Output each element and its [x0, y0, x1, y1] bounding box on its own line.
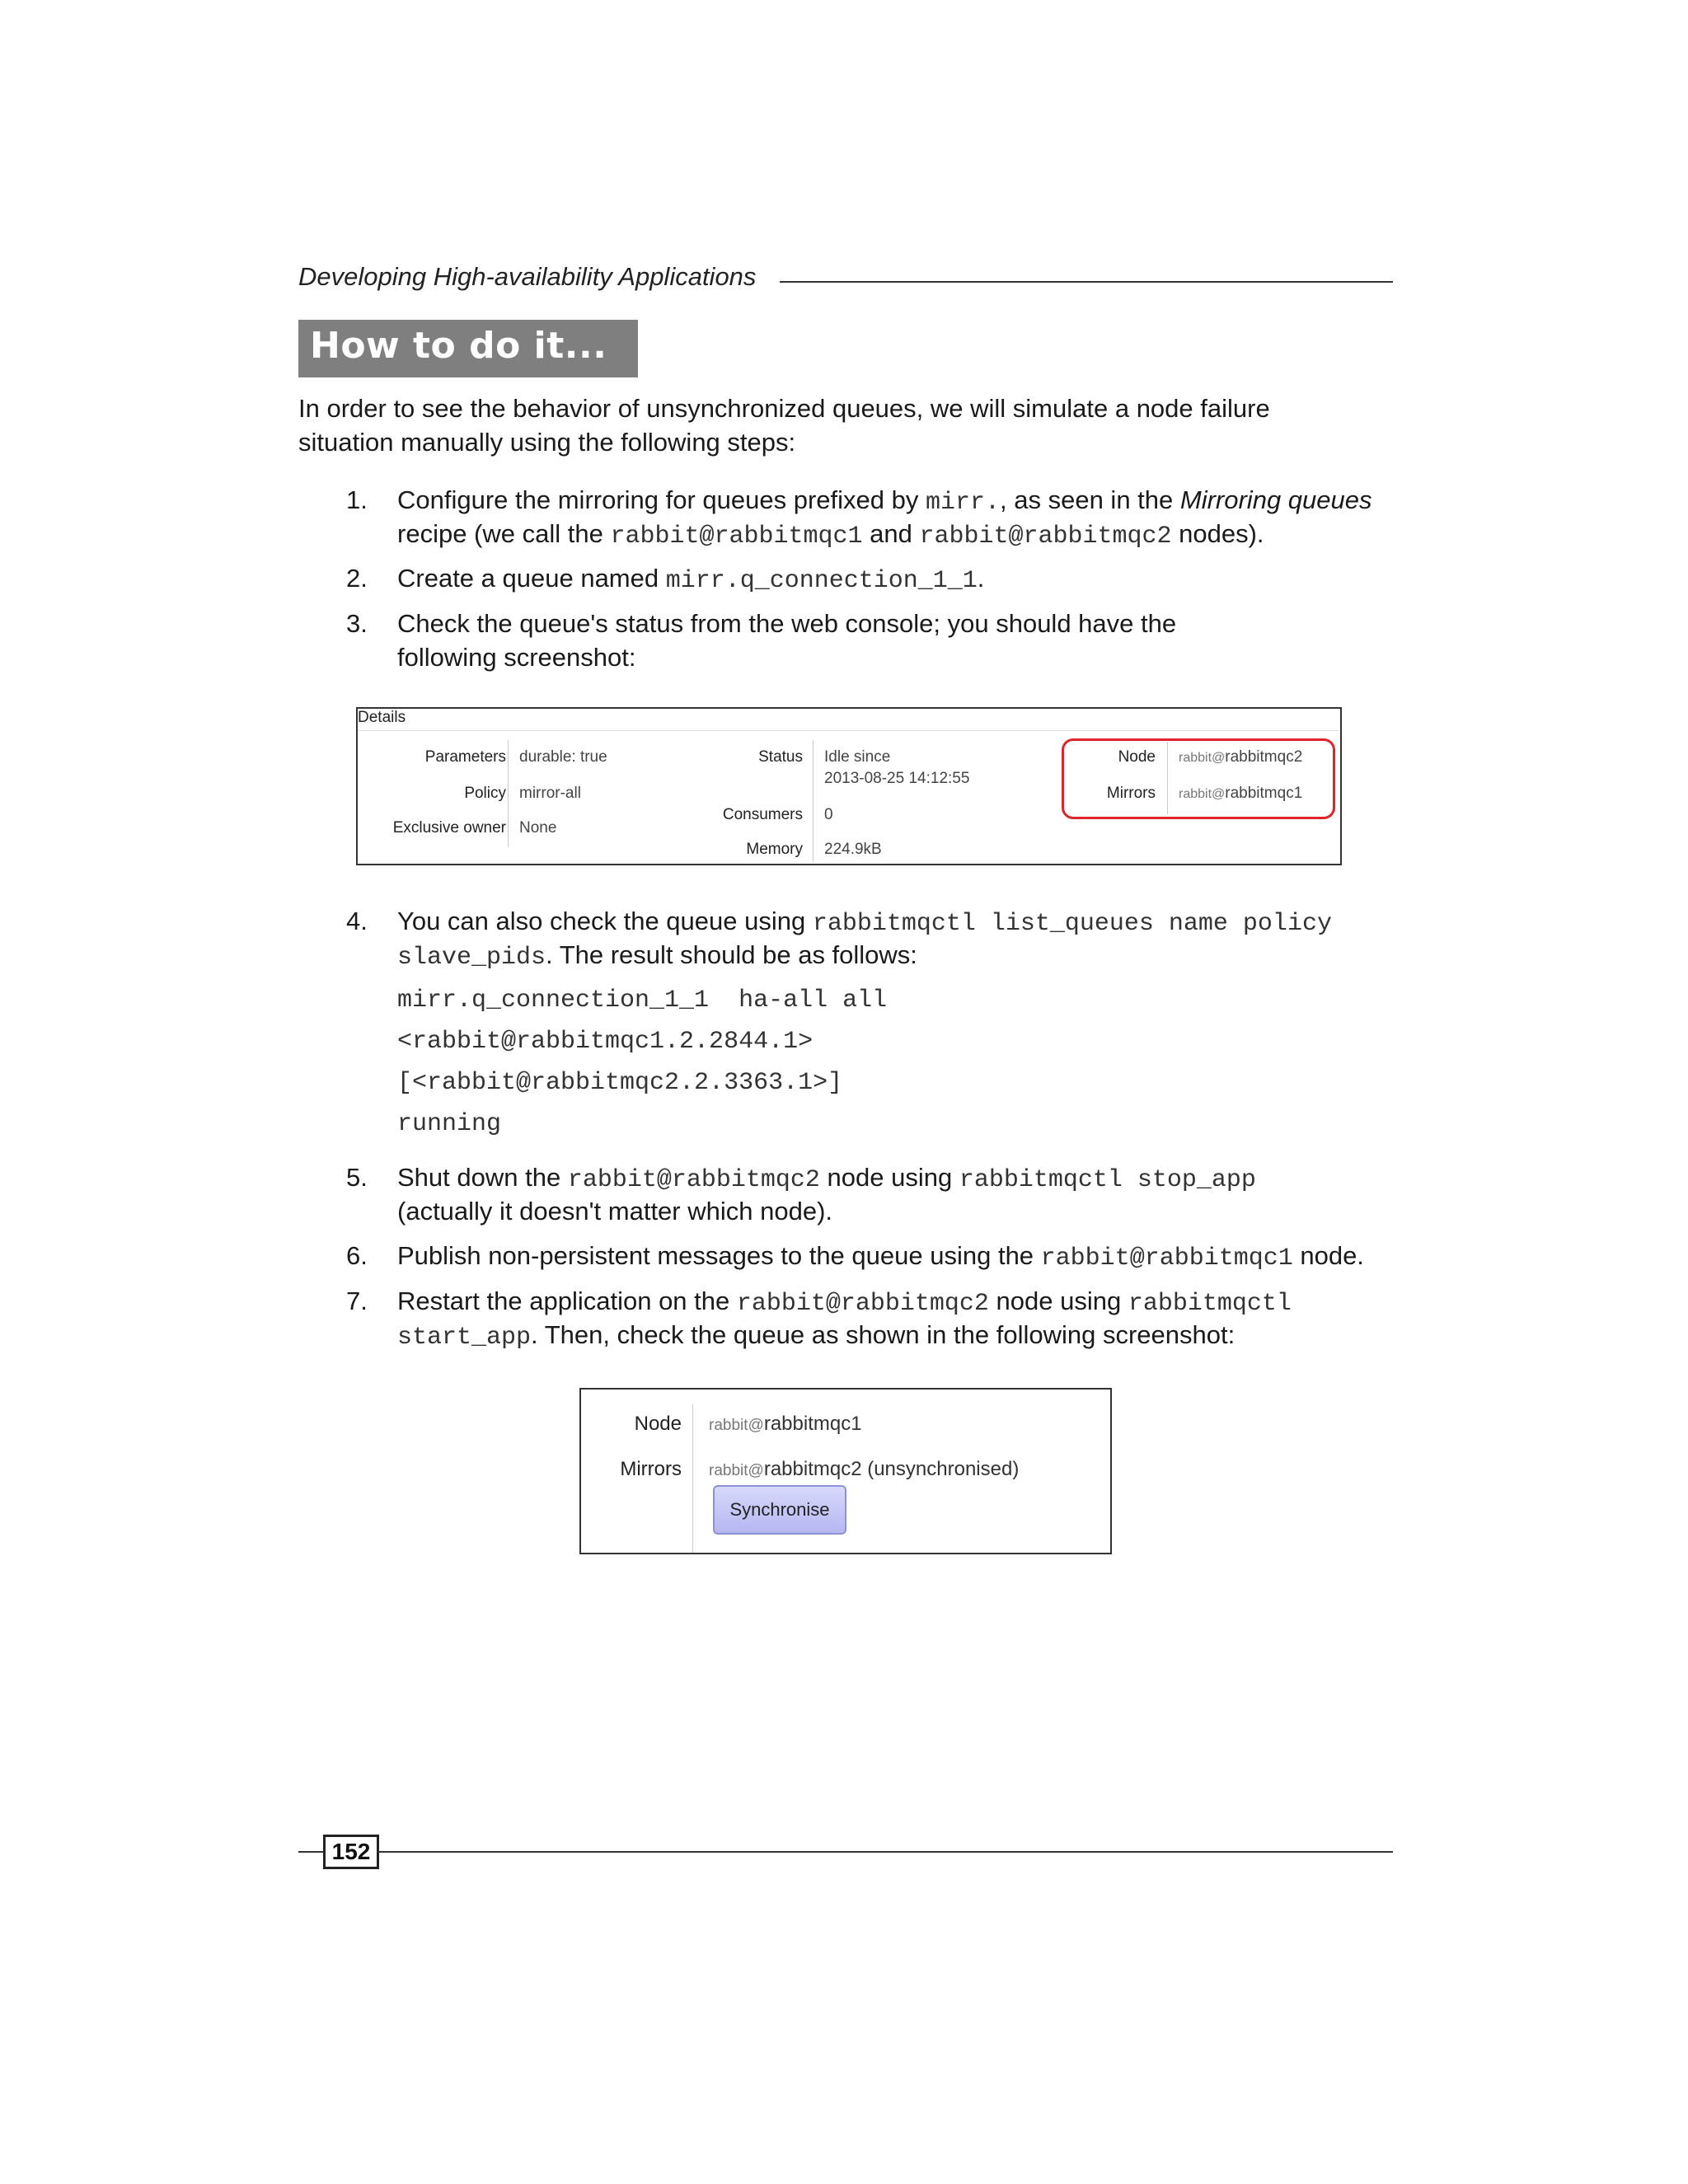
text: . [977, 564, 985, 593]
node-label: Node [634, 1413, 682, 1435]
mirrors-prefix: rabbit@ [709, 1462, 764, 1479]
code: rabbit@rabbitmqc2 [919, 523, 1172, 551]
mirrors-prefix: rabbit@ [1179, 787, 1226, 801]
node-value [709, 1413, 862, 1436]
queue-mirrors-screenshot [579, 1388, 1112, 1554]
text: , as seen in the [1000, 485, 1180, 514]
code: rabbit@rabbitmqc2 [736, 1290, 989, 1318]
footer-rule [298, 1851, 323, 1853]
mirrors-host: rabbitmqc1 [1225, 785, 1303, 802]
text: node. [1292, 1241, 1364, 1270]
parameters-value: durable: true [519, 748, 607, 766]
text: You can also check the queue using [397, 907, 813, 935]
column-divider [508, 740, 509, 847]
code: rabbit@rabbitmqc2 [567, 1166, 820, 1194]
step-1-number: 1. [346, 485, 368, 514]
status-value-line-2: 2013-08-25 14:12:55 [824, 770, 970, 787]
policy-value: mirror-all [519, 785, 581, 802]
text: Create a queue named [397, 564, 666, 593]
intro-line-1: In order to see the behavior of unsynchronized queues, we will simulate a node failure [298, 394, 1270, 423]
status-label: Status [758, 748, 803, 766]
consumers-label: Consumers [722, 806, 803, 823]
text: . Then, check the queue as shown in the following screenshot: [531, 1320, 1236, 1349]
mirrors-label: Mirrors [1106, 785, 1156, 802]
step-5-line-2: (actually it doesn't matter which node). [397, 1197, 832, 1226]
column-divider [692, 1404, 693, 1553]
code: mirr.q_connection_1_1 [665, 567, 978, 595]
page-header [298, 259, 1393, 300]
text: Shut down the [397, 1163, 568, 1192]
code: rabbit@rabbitmqc1 [1040, 1244, 1293, 1272]
step-7-number: 7. [346, 1286, 368, 1315]
step-4-line-1 [397, 904, 1332, 941]
column-divider [813, 740, 814, 862]
page-number: 152 [323, 1835, 379, 1869]
exclusive-owner-value: None [519, 819, 557, 837]
code: start_app [397, 1324, 532, 1352]
step-3-line-1: Check the queue's status from the web console; you should have the [397, 609, 1177, 638]
node-prefix: rabbit@ [709, 1417, 764, 1434]
memory-value: 224.9kB [824, 841, 882, 858]
step-2-line-1 [397, 561, 984, 598]
synchronise-button[interactable]: Synchronise [713, 1485, 846, 1535]
node-host: rabbitmqc1 [763, 1413, 862, 1435]
intro-line-2: situation manually using the following steps: [298, 428, 796, 457]
exclusive-owner-label: Exclusive owner [392, 819, 506, 837]
mirrors-label: Mirrors [620, 1458, 682, 1480]
parameters-label: Parameters [424, 748, 506, 766]
running-header-title: Developing High-availability Applications [298, 262, 757, 291]
node-prefix: rabbit@ [1179, 751, 1226, 765]
step-7-line-2 [397, 1318, 1235, 1355]
details-title: Details [358, 709, 406, 726]
footer-rule [377, 1851, 1393, 1853]
step-2-number: 2. [346, 564, 368, 593]
node-label: Node [1118, 748, 1156, 766]
text: Restart the application on the [397, 1286, 737, 1315]
output-line-2: <rabbit@rabbitmqc1.2.2844.1> [397, 1028, 814, 1056]
memory-label: Memory [746, 841, 803, 858]
text: node using [819, 1163, 959, 1192]
text: Configure the mirroring for queues prefixed by [397, 485, 926, 514]
status-value-line-1: Idle since [824, 748, 891, 766]
code: rabbitmqctl list_queues name policy [812, 910, 1332, 938]
step-1-line-1 [397, 483, 1372, 520]
mirrors-host: rabbitmqc2 (unsynchronised) [763, 1458, 1020, 1480]
text: and [862, 519, 920, 548]
step-6-number: 6. [346, 1241, 368, 1270]
mirrors-value [709, 1458, 1019, 1481]
node-mirrors-highlight [1062, 738, 1335, 819]
output-line-1: mirr.q_connection_1_1 ha-all all [397, 987, 888, 1015]
step-5-number: 5. [346, 1163, 368, 1192]
node-host: rabbitmqc2 [1225, 748, 1303, 766]
queue-details-screenshot [356, 707, 1342, 865]
step-5-line-1 [397, 1160, 1256, 1197]
consumers-value: 0 [824, 806, 833, 823]
italic-text: Mirroring queues [1179, 485, 1372, 514]
step-6-line-1 [397, 1239, 1364, 1276]
code: mirr. [926, 489, 1001, 517]
text: node using [988, 1286, 1128, 1315]
text: . The result should be as follows: [546, 940, 917, 969]
step-3-line-2: following screenshot: [397, 643, 636, 672]
section-heading-text: How to do it... [310, 325, 607, 367]
output-line-3: [<rabbit@rabbitmqc2.2.3363.1>] [397, 1069, 843, 1097]
code: rabbitmqctl stop_app [959, 1166, 1256, 1194]
text: Publish non-persistent messages to the queue using the [397, 1241, 1041, 1270]
code: slave_pids [397, 944, 546, 972]
text: recipe (we call the [397, 519, 611, 548]
step-1-line-2 [397, 517, 1264, 554]
details-divider [358, 730, 1339, 731]
header-rule [780, 281, 1393, 283]
policy-label: Policy [464, 785, 506, 802]
code: rabbitmqctl [1128, 1290, 1292, 1318]
section-heading [298, 320, 638, 377]
output-line-4: running [397, 1110, 502, 1138]
step-7-line-1 [397, 1284, 1292, 1321]
text: nodes). [1171, 519, 1264, 548]
page-footer [298, 1835, 1393, 1868]
step-4-line-2 [397, 938, 917, 975]
code: rabbit@rabbitmqc1 [610, 523, 863, 551]
step-3-number: 3. [346, 609, 368, 638]
step-4-number: 4. [346, 907, 368, 935]
